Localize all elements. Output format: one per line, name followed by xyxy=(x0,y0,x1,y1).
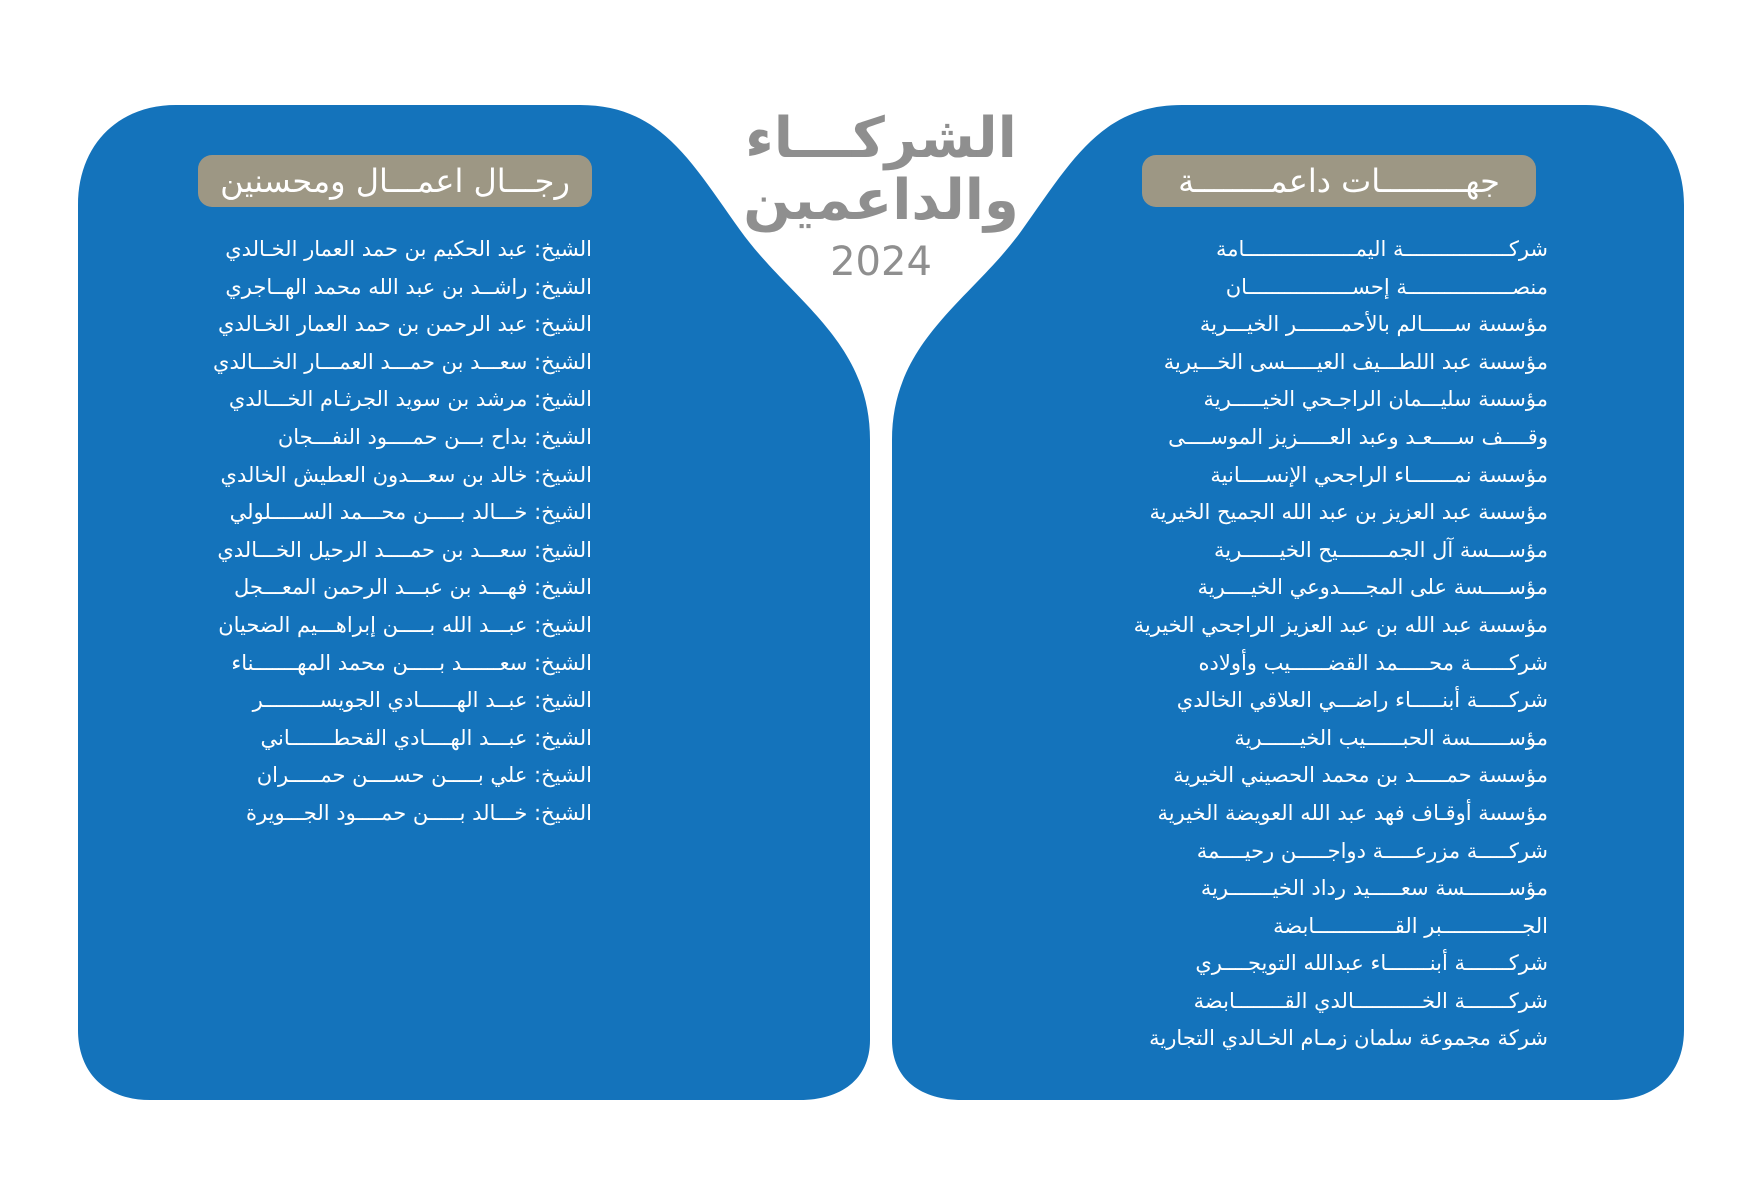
list-item: الشيخ: سعـــد بن حمـــد العمـــار الخـــالدي xyxy=(213,349,592,374)
list-item: الشيخ: خالد بن سعـــدون العطيش الخالدي xyxy=(220,462,592,487)
list-item: الجـــــــــــــبر القـــــــــــــابضة xyxy=(1273,913,1548,938)
right-panel-header: جهـــــــــات داعمــــــــة xyxy=(1142,155,1536,207)
title-line-partners: الشركـــاء xyxy=(745,106,1017,171)
list-item: مؤسسة سليـــمان الراجـحي الخيـــــرية xyxy=(1203,387,1548,412)
list-item: الشيخ: راشــد بن عبد الله محمد الهــاجري xyxy=(225,274,592,299)
list-item: شركـــــــة أبنـــــــاء عبدالله التويجــــري xyxy=(1195,951,1548,976)
list-item: الشيخ: علي بـــــن حســــن حمـــــران xyxy=(256,763,592,788)
list-item: الشيخ: خـــالد بـــــن حمــــود الجـــويرة xyxy=(246,800,592,825)
list-item: الشيخ: عبد الرحمن بن حمد العمار الخـالدي xyxy=(217,312,592,337)
list-item: الشيخ: عبـــد الهــــادي القحطـــــــاني xyxy=(260,725,592,750)
left-panel-header: رجـــال اعمـــال ومحسنين xyxy=(198,155,592,207)
list-item: الشيخ: عبد الحكيم بن حمد العمار الخـالدي xyxy=(225,237,592,261)
list-item: مؤســــسة على المجــــدوعي الخيــــرية xyxy=(1197,575,1548,600)
title-line-supporters: والداعمين xyxy=(743,168,1019,233)
list-item: مؤسسة عبد اللطـــيف العيـــــسى الخـــيرية xyxy=(1163,349,1548,374)
list-item: وقــــف ســــعـد وعبد العـــــزيز الموســــى xyxy=(1168,424,1548,449)
list-item: الشيخ: سعــــــد بـــــن محمد المهـــــــناء xyxy=(231,650,592,675)
list-item: شركـــــــــــــــــة اليمــــــــــــــــــامة xyxy=(1215,237,1548,261)
list-item: مؤسسة عبد العزيز بن عبد الله الجميح الخيرية xyxy=(1149,500,1548,525)
list-item: مؤســــــسة الحبــــــيب الخيــــــرية xyxy=(1234,725,1548,750)
list-item: مؤســـسة آل الجمــــــــيح الخيــــــرية xyxy=(1213,537,1548,562)
list-item: مؤسسة حمـــــد بن محمد الحصيني الخيرية xyxy=(1173,763,1548,788)
page-title xyxy=(701,108,1061,288)
list-item: شركــــــة محـــــمد القضــــــيب وأولاده xyxy=(1198,650,1548,675)
list-item: شركـــــة مزرعـــــة دواجـــــن رحيــــمة xyxy=(1196,838,1548,863)
list-item: مؤسسة أوقـاف فهد عبد الله العويضة الخيرية xyxy=(1157,800,1548,825)
businessmen-list xyxy=(196,231,592,833)
title-year: 2024 xyxy=(830,239,932,285)
list-item: شركـــــة أبنـــــاء راضـــي العلاقي الخالدي xyxy=(1176,688,1548,713)
list-item: الشيخ: مرشد بن سويد الجرثـام الخـــالدي xyxy=(228,387,592,412)
list-item: الشيخ: خـــالد بـــــن محـــمد الســـــلولي xyxy=(229,500,592,525)
list-item: مؤســـــــسة سعـــــيد رداد الخيـــــــرية xyxy=(1200,876,1548,901)
list-item: مؤسسة عبد الله بن عبد العزيز الراجحي الخيرية xyxy=(1133,612,1548,637)
list-item: الشيخ: فهـــد بن عبـــد الرحمن المعـــجل xyxy=(233,575,592,600)
list-item: الشيخ: سعـــد بن حمــــد الرحيل الخـــالدي xyxy=(217,537,592,562)
list-item: شركـــــــة الخـــــــــــالدي القــــــــابضة xyxy=(1193,988,1548,1013)
list-item: مؤسسة ســـــالم بالأحمـــــــر الخيـــرية xyxy=(1199,312,1548,337)
list-item: الشيخ: عبــد الهــــــادي الجويســـــــــر xyxy=(252,688,592,713)
list-item: الشيخ: عبـــد الله بـــــن إبراهـــيم الضحيان xyxy=(218,612,592,637)
list-item: منصـــــــــــــــــة إحســـــــــــــــــان xyxy=(1225,274,1548,299)
list-item: شركة مجموعة سلمان زمـام الخـالدي التجارية xyxy=(1149,1026,1548,1051)
list-item: الشيخ: بداح بـــن حمــــود النفـــجان xyxy=(277,424,592,449)
supporting-entities-list xyxy=(1116,231,1548,1058)
list-item: مؤسسة نمـــــــاء الراجحي الإنســــانية xyxy=(1210,462,1548,487)
